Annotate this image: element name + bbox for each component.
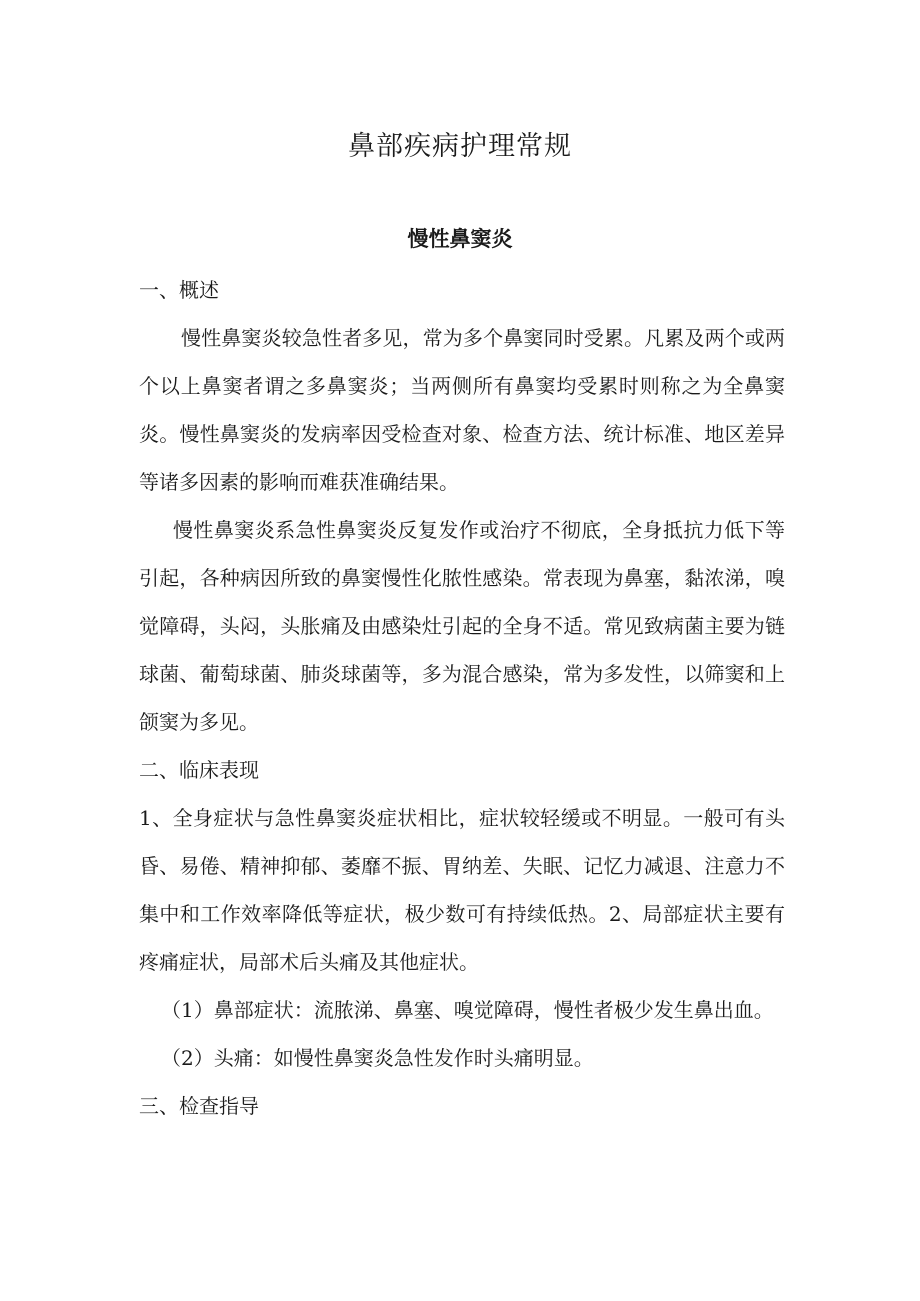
exam-heading: 三、检查指导 — [139, 1094, 259, 1118]
overview-paragraph-1: 慢性鼻窦炎较急性者多见，常为多个鼻窦同时受累。凡累及两个或两个以上鼻窦者谓之多鼻窦炎；当两侧所有鼻窦均受累时则称之为全鼻窦炎。慢性鼻窦炎的发病率因受检查对象、检查方法、统计标准、地区差异等诸多因素的影响而难获准确结果。 — [139, 326, 785, 494]
clinical-paragraph-3: （2）头痛：如慢性鼻窦炎急性发作时头痛明显。 — [161, 1046, 594, 1070]
document-title: 鼻部疾病护理常规 — [348, 131, 572, 162]
clinical-paragraph-1: 1、全身症状与急性鼻窦炎症状相比，症状较轻缓或不明显。一般可有头昏、易倦、精神抑郁、萎靡不振、胃纳差、失眠、记忆力减退、注意力不集中和工作效率降低等症状，极少数可有持续低热。2、局部症状主要有疼痛症状，局部术后头痛及其他症状。 — [139, 806, 785, 974]
overview-heading: 一、概述 — [139, 278, 219, 302]
clinical-heading: 二、临床表现 — [139, 758, 259, 782]
section-subtitle: 慢性鼻窦炎 — [407, 227, 513, 251]
overview-paragraph-2: 慢性鼻窦炎系急性鼻窦炎反复发作或治疗不彻底，全身抵抗力低下等引起，各种病因所致的鼻窦慢性化脓性感染。常表现为鼻塞，黏浓涕，嗅觉障碍，头闷，头胀痛及由感染灶引起的全身不适。常见致病菌主要为链球菌、葡萄球菌、肺炎球菌等，多为混合感染，常为多发性，以筛窦和上颌窦为多见。 — [139, 518, 785, 734]
document-body — [139, 266, 785, 1130]
clinical-paragraph-2: （1）鼻部症状：流脓涕、鼻塞、嗅觉障碍，慢性者极少发生鼻出血。 — [161, 998, 774, 1022]
